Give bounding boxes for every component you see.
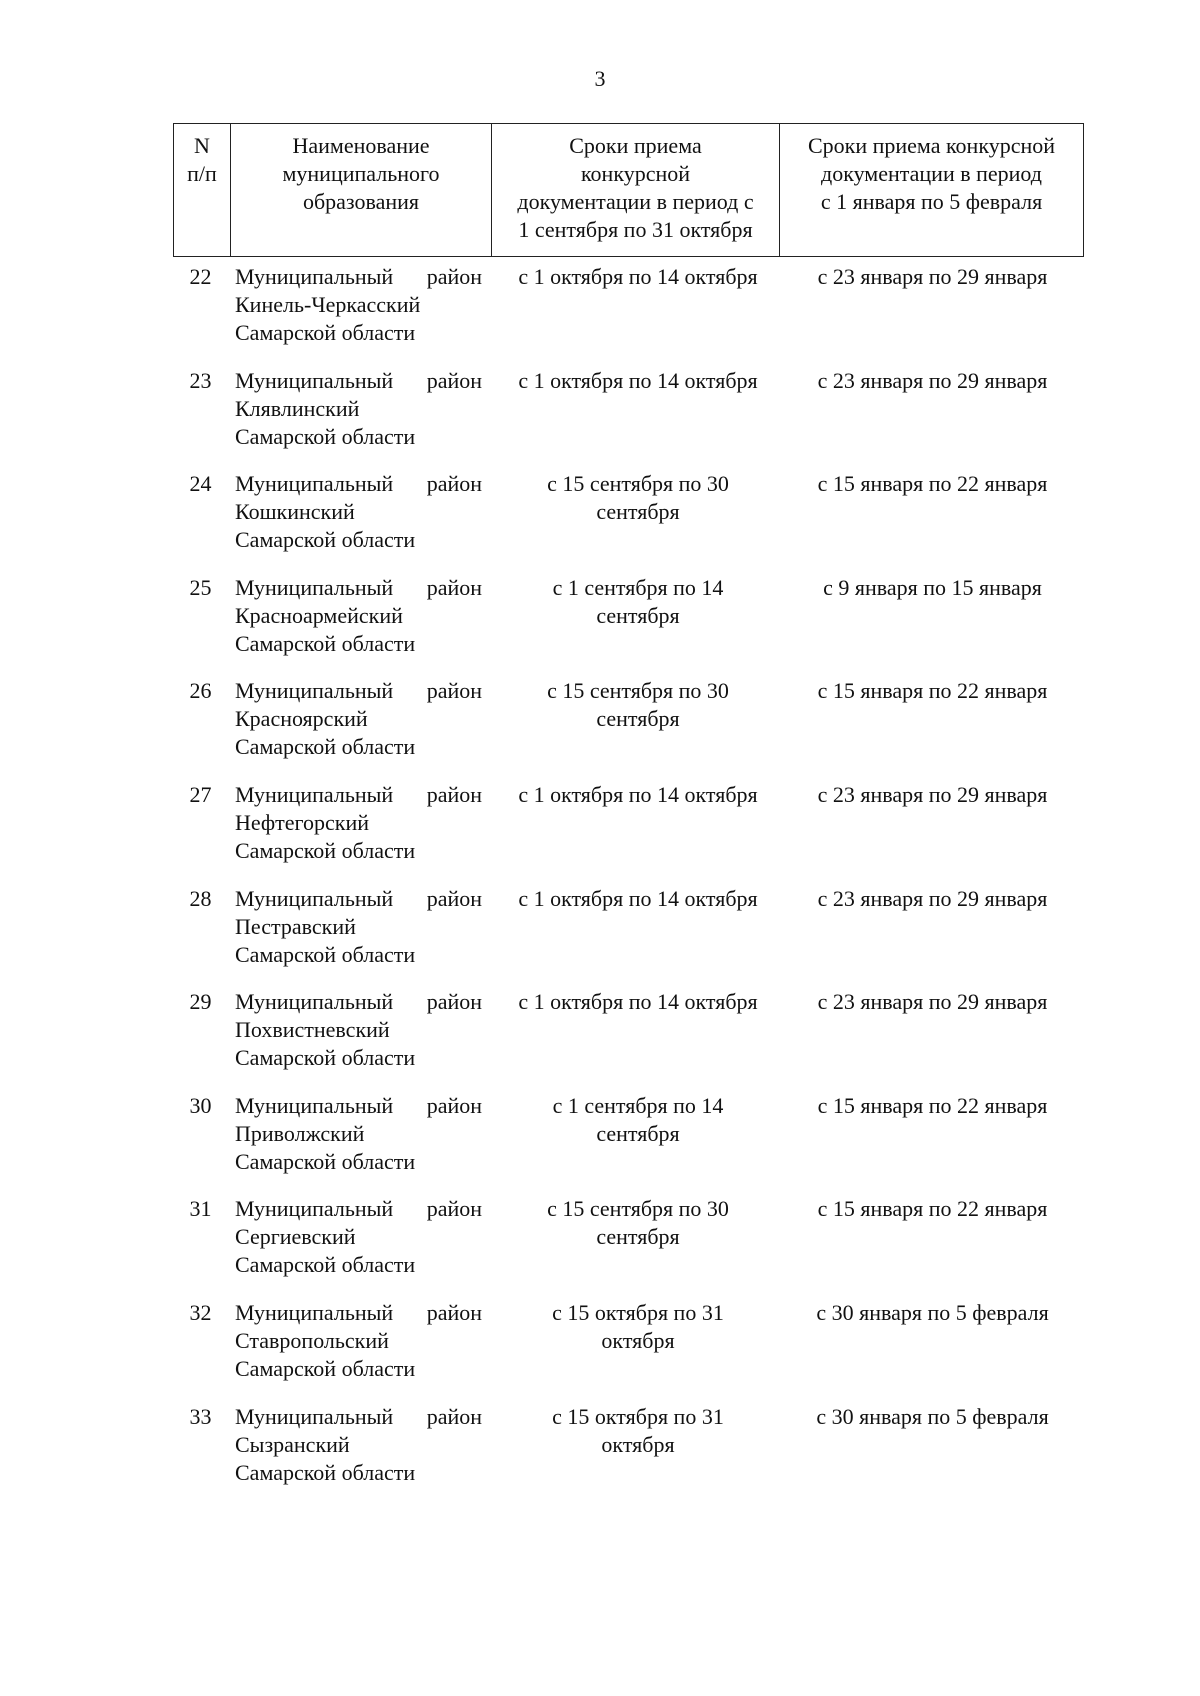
period2-dates: с 30 января по 5 февраля [816, 1299, 1049, 1325]
period1-line: с 15 сентября по 30 [547, 471, 729, 497]
row-number: 22 [189, 264, 212, 289]
municipality-name [173, 988, 491, 1092]
header-period1-line: документации в период с [517, 189, 754, 214]
name-region: Самарской области [235, 734, 416, 760]
municipality-name [173, 1403, 491, 1507]
header-period2-line: с 1 января по 5 февраля [820, 189, 1043, 214]
header-period1-line: 1 сентября по 31 октября [518, 217, 753, 242]
table-row [173, 470, 1084, 574]
table-row [173, 885, 1084, 989]
period1-line: с 15 октября по 31 [552, 1403, 724, 1429]
name-region: Самарской области [235, 941, 416, 967]
name-prefix: Муниципальный [235, 574, 394, 600]
period2-dates: с 15 января по 22 января [817, 1196, 1048, 1222]
name-region: Самарской области [235, 1252, 416, 1278]
period2-dates: с 23 января по 29 января [817, 989, 1048, 1015]
period1-dates [491, 988, 779, 1092]
row-number: 25 [189, 574, 212, 600]
name-prefix: Муниципальный [235, 264, 394, 289]
period2-dates: с 23 января по 29 января [817, 264, 1048, 289]
row-number: 24 [189, 471, 212, 497]
row-number: 33 [189, 1403, 212, 1429]
municipality-name [173, 574, 491, 678]
header-name-line: муниципального [282, 161, 440, 186]
period2-dates: с 15 января по 22 января [817, 1092, 1048, 1118]
period1-line: сентября [596, 602, 680, 628]
header-period1-line: Сроки приема [569, 133, 702, 158]
table-row [173, 677, 1084, 781]
row-number: 23 [189, 367, 212, 393]
header-period2-line: Сроки приема конкурсной [807, 133, 1056, 158]
header-name-line: Наименование [292, 133, 430, 158]
period1-line: сентября [596, 1224, 680, 1250]
name-region: Самарской области [235, 423, 416, 449]
period2-dates: с 9 января по 15 января [823, 574, 1042, 600]
municipality-name [173, 470, 491, 574]
period2-dates: с 23 января по 29 января [817, 367, 1048, 393]
row-number: 28 [189, 885, 212, 911]
period2-dates: с 15 января по 22 января [817, 678, 1048, 704]
row-number: 30 [189, 1092, 212, 1118]
table-row [173, 574, 1084, 678]
period2-dates: с 23 января по 29 января [817, 885, 1048, 911]
table-row [173, 988, 1084, 1092]
period1-dates [491, 367, 779, 471]
name-prefix: Муниципальный [235, 989, 394, 1015]
table-row [173, 1299, 1084, 1403]
name-prefix: Муниципальный [235, 1403, 394, 1429]
name-prefix: Муниципальный [235, 471, 394, 497]
period2-dates: с 30 января по 5 февраля [816, 1403, 1049, 1429]
period1-line: сентября [596, 499, 680, 525]
name-district: Красноармейский [235, 602, 403, 628]
period1-line: сентября [596, 1120, 680, 1146]
header-number-line: п/п [187, 161, 217, 186]
period1-dates [491, 1299, 779, 1403]
header-period2-line: документации в период [821, 161, 1042, 186]
period1-line: с 15 сентября по 30 [547, 1196, 729, 1222]
name-word: район [426, 471, 482, 497]
name-prefix: Муниципальный [235, 678, 394, 704]
municipality-name [173, 263, 491, 367]
header-period1-column [492, 124, 780, 256]
name-region: Самарской области [235, 1459, 416, 1485]
period2-dates: с 23 января по 29 января [817, 781, 1048, 807]
municipality-name [173, 1299, 491, 1403]
period1-line: с 1 октября по 14 октября [518, 264, 758, 289]
period1-dates [491, 1403, 779, 1507]
name-district: Приволжский [235, 1120, 365, 1146]
table-row [173, 1092, 1084, 1196]
period1-line: с 1 октября по 14 октября [518, 989, 758, 1015]
table-row [173, 1195, 1084, 1299]
name-region: Самарской области [235, 1045, 416, 1071]
name-district: Похвистневский [235, 1017, 390, 1043]
municipality-name [173, 677, 491, 781]
municipality-name [173, 1092, 491, 1196]
table-body [173, 263, 1084, 1506]
period1-line: с 1 октября по 14 октября [518, 885, 758, 911]
municipality-name [173, 885, 491, 989]
period1-line: с 1 сентября по 14 [552, 1092, 724, 1118]
name-prefix: Муниципальный [235, 885, 394, 911]
period1-line: с 15 сентября по 30 [547, 678, 729, 704]
table-row [173, 367, 1084, 471]
row-number: 26 [189, 678, 212, 704]
name-word: район [426, 1092, 482, 1118]
municipality-name [173, 1195, 491, 1299]
name-district: Сызранский [235, 1431, 350, 1457]
name-prefix: Муниципальный [235, 781, 394, 807]
period2-dates: с 15 января по 22 января [817, 471, 1048, 497]
period1-dates [491, 677, 779, 781]
header-number-line: N [194, 133, 210, 158]
period1-dates [491, 1092, 779, 1196]
name-district: Кошкинский [235, 499, 355, 525]
period1-dates [491, 885, 779, 989]
header-name-line: образования [302, 189, 420, 214]
name-word: район [426, 1299, 482, 1325]
row-number: 29 [189, 989, 212, 1015]
name-word: район [426, 885, 482, 911]
name-word: район [426, 367, 482, 393]
row-number: 31 [189, 1196, 212, 1222]
name-word: район [426, 678, 482, 704]
name-district: Нефтегорский [235, 809, 370, 835]
name-region: Самарской области [235, 837, 416, 863]
name-word: район [426, 781, 482, 807]
period1-line: октября [601, 1327, 675, 1353]
name-district: Ставропольский [235, 1327, 389, 1353]
header-period1-line: конкурсной [580, 161, 691, 186]
period1-dates [491, 1195, 779, 1299]
period1-dates [491, 781, 779, 885]
name-district: Сергиевский [235, 1224, 356, 1250]
period1-dates [491, 263, 779, 367]
name-district: Пестравский [235, 913, 356, 939]
header-name-column [231, 124, 492, 256]
name-region: Самарской области [235, 527, 416, 553]
name-word: район [426, 989, 482, 1015]
name-prefix: Муниципальный [235, 367, 394, 393]
name-prefix: Муниципальный [235, 1196, 394, 1222]
page-number: 3 [594, 66, 606, 91]
table-row [173, 1403, 1084, 1507]
name-region: Самарской области [235, 1355, 416, 1381]
name-word: район [426, 264, 482, 289]
name-region: Самарской области [235, 1148, 416, 1174]
period1-line: октября [601, 1431, 675, 1457]
name-word: район [426, 1196, 482, 1222]
table-row [173, 781, 1084, 885]
header-period2-column [780, 124, 1083, 256]
name-district: Клявлинский [235, 395, 360, 421]
name-word: район [426, 1403, 482, 1429]
period1-dates [491, 470, 779, 574]
header-number-column [174, 124, 231, 256]
name-prefix: Муниципальный [235, 1092, 394, 1118]
period1-line: с 1 октября по 14 октября [518, 367, 758, 393]
period1-dates [491, 574, 779, 678]
name-region: Самарской области [235, 320, 416, 345]
name-district: Красноярский [235, 706, 368, 732]
name-region: Самарской области [235, 630, 416, 656]
period1-line: с 1 сентября по 14 [552, 574, 724, 600]
name-word: район [426, 574, 482, 600]
row-number: 27 [189, 781, 212, 807]
period1-line: с 1 октября по 14 октября [518, 781, 758, 807]
name-prefix: Муниципальный [235, 1299, 394, 1325]
municipality-name [173, 367, 491, 471]
table-row [173, 263, 1084, 367]
table-header [173, 123, 1084, 257]
period1-line: с 15 октября по 31 [552, 1299, 724, 1325]
municipality-name [173, 781, 491, 885]
row-number: 32 [189, 1299, 212, 1325]
name-district: Кинель-Черкасский [235, 292, 421, 317]
period1-line: сентября [596, 706, 680, 732]
